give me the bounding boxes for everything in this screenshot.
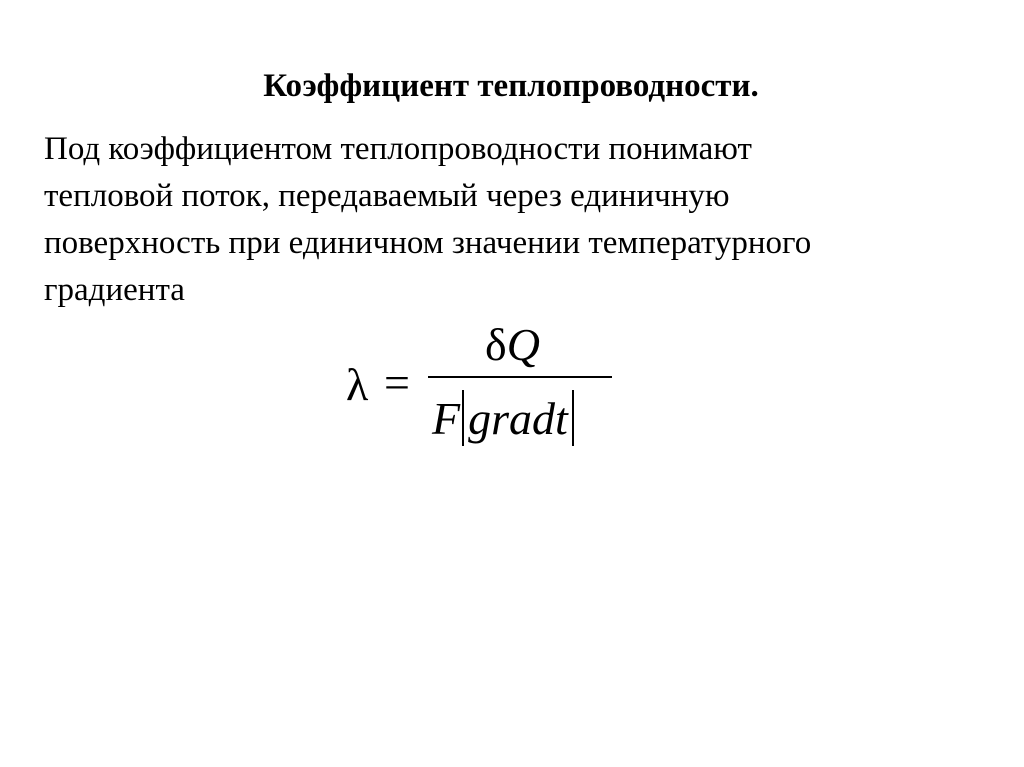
- slide-title: Коэффициент теплопроводности.: [263, 68, 759, 104]
- definition-paragraph: [44, 126, 994, 314]
- formula-equals-sign: =: [384, 357, 410, 408]
- abs-bar-left: [462, 390, 464, 446]
- abs-bar-right: [572, 390, 574, 446]
- formula-denominator-f: F: [432, 393, 461, 444]
- definition-line-1: Под коэффициентом теплопроводности понимают: [44, 131, 752, 167]
- definition-line-2: тепловой поток, передаваемый через единичную: [44, 178, 730, 214]
- formula-numerator-delta: δ: [485, 319, 507, 370]
- formula-numerator-q: Q: [506, 319, 540, 370]
- formula-denominator: [432, 390, 574, 446]
- formula-lambda: λ: [346, 359, 369, 410]
- definition-line-3: поверхность при единичном значении температурного: [44, 225, 812, 261]
- formula-denominator-grad: gradt: [468, 393, 568, 444]
- formula-numerator: [485, 318, 540, 371]
- fraction-bar: [428, 376, 612, 378]
- definition-line-4: градиента: [44, 272, 185, 308]
- thermal-conductivity-formula: [340, 318, 630, 468]
